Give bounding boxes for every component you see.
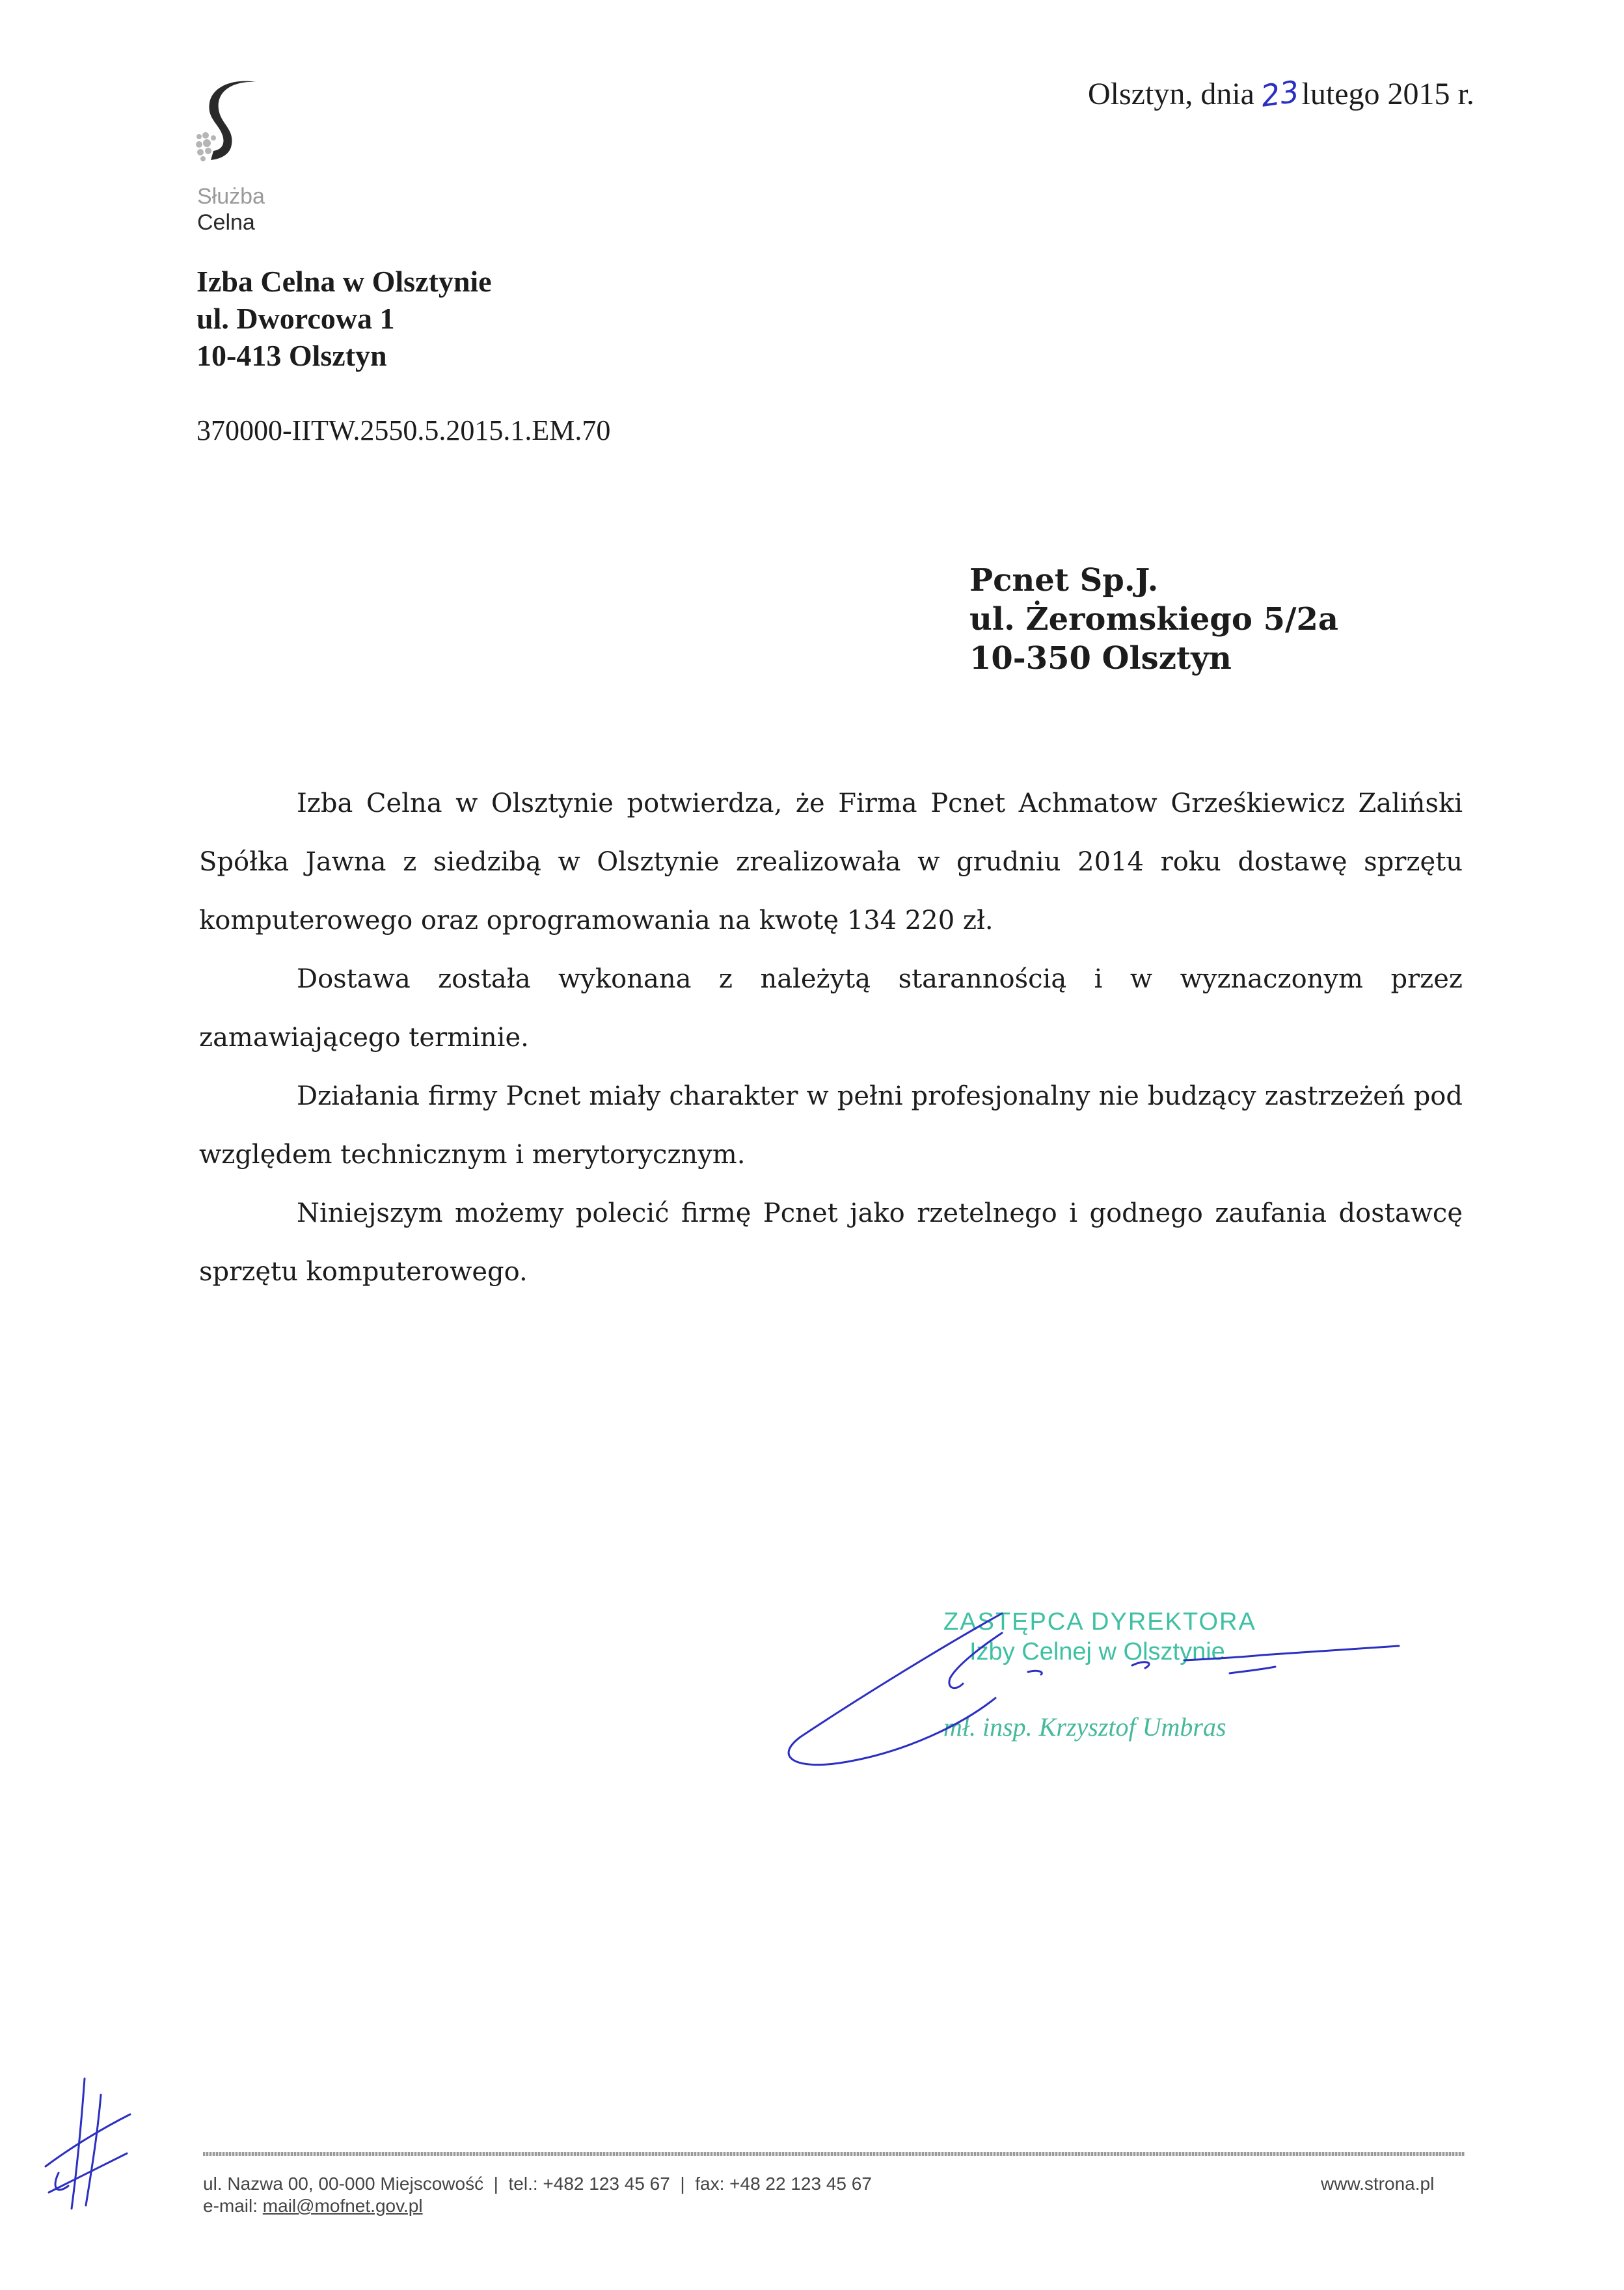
footer-separator: | xyxy=(488,2174,504,2194)
footer-divider xyxy=(203,2152,1465,2156)
sender-address-block xyxy=(196,263,492,374)
reference-number: 370000-IITW.2550.5.2015.1.EM.70 xyxy=(196,414,611,446)
body-paragraph: Dostawa została wykonana z należytą starannością i w wyznaczonym przez zamawiającego terminie. xyxy=(199,964,1463,1053)
body-paragraph: Działania firmy Pcnet miały charakter w pełni profesjonalny nie budzący zastrzeżeń pod względem technicznym i merytorycznym. xyxy=(199,1081,1463,1170)
recipient-city: 10-350 Olsztyn xyxy=(969,640,1232,677)
footer-address: ul. Nazwa 00, 00-000 Miejscowość xyxy=(203,2174,484,2194)
footer-contact xyxy=(203,2173,872,2217)
footer-fax: fax: +48 22 123 45 67 xyxy=(695,2174,872,2194)
customs-service-logo xyxy=(194,78,265,163)
handwritten-signature xyxy=(781,1607,1418,1776)
recipient-name: Pcnet Sp.J. xyxy=(969,562,1159,599)
logo-text-line2: Celna xyxy=(197,210,255,235)
logo-text-line1: Służba xyxy=(197,184,265,209)
footer-phone: tel.: +482 123 45 67 xyxy=(508,2174,670,2194)
stamp-title: ZASTĘPCA DYREKTORA xyxy=(943,1608,1256,1636)
footer-email-label: e-mail: xyxy=(203,2196,258,2216)
logo-wordmark xyxy=(197,183,265,236)
sender-city: 10-413 Olsztyn xyxy=(196,339,387,372)
margin-initials xyxy=(39,2075,137,2212)
recipient-street: ul. Żeromskiego 5/2a xyxy=(969,601,1338,638)
date-prefix: Olsztyn, dnia xyxy=(1088,77,1254,111)
sender-name: Izba Celna w Olsztynie xyxy=(196,265,492,298)
date-suffix: lutego 2015 r. xyxy=(1301,77,1474,111)
letter-body xyxy=(199,774,1463,1301)
footer-website[interactable]: www.strona.pl xyxy=(1321,2174,1435,2194)
sender-street: ul. Dworcowa 1 xyxy=(196,302,395,335)
letter-date xyxy=(1088,75,1474,113)
body-paragraph: Niniejszym możemy polecić firmę Pcnet jako rzetelnego i godnego zaufania dostawcę sprzętu komputerowego. xyxy=(199,1198,1463,1287)
body-paragraph: Izba Celna w Olsztynie potwierdza, że Firma Pcnet Achmatow Grześkiewicz Zaliński Spółka Jawna z siedzibą w Olsztynie zrealizowała w grudniu 2014 roku dostawę sprzętu komputerowego oraz oprogramowania na kwotę 134 220 zł. xyxy=(199,788,1463,936)
footer-separator: | xyxy=(675,2174,690,2194)
stamp-subtitle: Izby Celnej w Olsztynie xyxy=(969,1638,1225,1665)
date-day-handwritten: 23 xyxy=(1258,74,1301,114)
recipient-address-block xyxy=(969,561,1338,678)
footer-email-link[interactable]: mail@mofnet.gov.pl xyxy=(262,2196,423,2216)
stamp-signatory: mł. insp. Krzysztof Umbras xyxy=(943,1712,1226,1742)
